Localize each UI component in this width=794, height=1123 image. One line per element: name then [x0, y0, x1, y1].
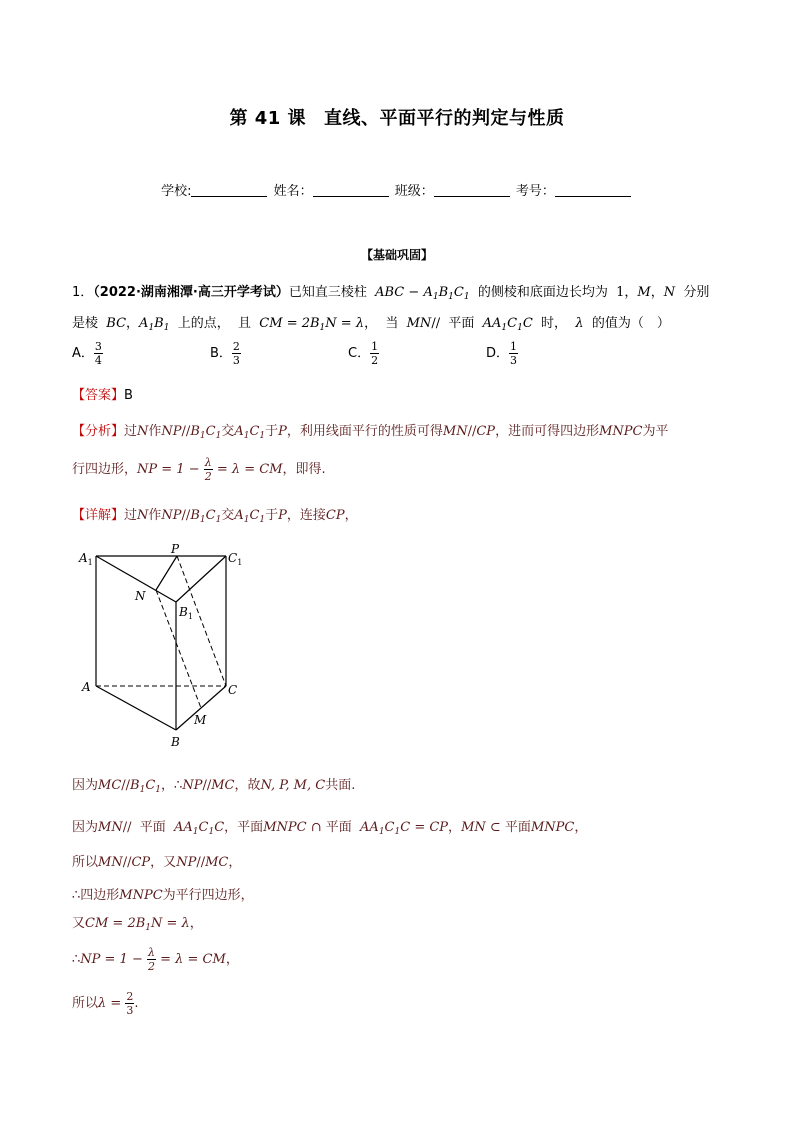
- student-info-row: [0, 180, 794, 199]
- step-2: 因为MN// 平面 $AA_1C_1C$，平面MNPC ∩ 平面 $AA_1C_1C$ = CP，MN ⊂ 平面MNPC，: [72, 820, 588, 837]
- question-text: 时，: [541, 316, 568, 331]
- math-m: M: [637, 285, 651, 300]
- math-abc: ABC: [375, 285, 405, 300]
- label-b: B: [171, 735, 180, 749]
- question-text: 已知直三棱柱: [288, 285, 367, 300]
- label-c1: $C_1$: [228, 551, 243, 567]
- question-line-2: 是棱 BC，$A_1B_1$ 上的点， 且 CM = $2B_1N = \lambda$， 当 MN// 平面 $AA_1C_1C$ 时， λ 的值为（ ）: [72, 316, 670, 333]
- step-6: ∴NP = 1 − $\frac{\lambda}{2}$ = λ = CM，: [72, 946, 239, 973]
- step-1: 因为$MC//B_1C_1$，∴NP//MC，故N, P, M, C共面.: [72, 778, 356, 795]
- answer-tag: 【答案】: [72, 388, 125, 403]
- question-text: 平面: [448, 316, 475, 331]
- math-n: N: [663, 285, 676, 300]
- question-text: 且: [238, 316, 252, 331]
- question-text: 的侧棱和底面边长均为: [477, 285, 608, 300]
- analysis-line-2: 行四边形，NP = 1 − $\frac{\lambda}{2}$ = λ = CM，即得.: [72, 456, 326, 483]
- label-b1: $B_1$: [179, 605, 193, 621]
- prism-figure: [76, 542, 256, 752]
- math-bc: BC: [106, 316, 127, 331]
- question-text: 分别: [683, 285, 710, 300]
- exam-number-blank[interactable]: [555, 184, 631, 197]
- math-minus: −: [404, 285, 424, 300]
- step-3: 所以MN//CP，又NP//MC，: [72, 855, 242, 870]
- detail-tag: 【详解】: [72, 508, 125, 523]
- label-m: M: [194, 713, 207, 727]
- question-source: （2022·湖南湘潭·高三开学考试）: [93, 285, 289, 300]
- answer-line: [72, 384, 133, 403]
- option-c[interactable]: C． $\frac{1}{2}$: [348, 340, 379, 367]
- math-parallel: //: [431, 316, 441, 331]
- segment-np: [156, 556, 177, 590]
- edge-b1c1: [176, 556, 226, 602]
- question-text: 的值为（ ）: [591, 316, 670, 331]
- analysis-line-1: 【分析】过N作$NP//B_1C_1$交$A_1C_1$于P，利用线面平行的性质可得MN//CP，进而可得四边形MNPC为平: [72, 424, 669, 441]
- label-a1: $A_1$: [79, 551, 93, 567]
- question-text: ，: [364, 316, 378, 331]
- label-n: N: [135, 589, 146, 603]
- answer-value: B: [124, 388, 133, 403]
- question-line-1: 1．（2022·湖南湘潭·高三开学考试）已知直三棱柱 ABC − $A_1B_1C_1$ 的侧棱和底面边长均为 1，M，N 分别: [72, 285, 710, 302]
- option-b[interactable]: B． $\frac{2}{3}$: [210, 340, 240, 367]
- option-a[interactable]: A． $\frac{3}{4}$: [72, 340, 102, 367]
- question-text: 上的点，: [177, 316, 230, 331]
- analysis-tag: 【分析】: [72, 424, 125, 439]
- math-aa1c1c: $AA_1C_1C$: [482, 316, 533, 333]
- question-text: 是棱: [72, 316, 99, 331]
- math-mn: MN: [406, 316, 432, 331]
- exam-number-label: 考号：: [515, 184, 555, 199]
- step-5: 又CM = $2B_1N = \lambda$，: [72, 916, 203, 933]
- lesson-topic: 直线、平面平行的判定与性质: [324, 108, 565, 129]
- class-blank[interactable]: [434, 184, 510, 197]
- school-label: 学校:: [161, 184, 192, 199]
- detail-line: 【详解】过N作$NP//B_1C_1$交$A_1C_1$于P，连接CP，: [72, 508, 358, 525]
- hidden-segment-pc: [177, 556, 226, 686]
- step-7: 所以λ = $\frac{2}{3}$ .: [72, 990, 139, 1017]
- section-heading: 【基础巩固】: [360, 248, 433, 262]
- option-d[interactable]: D． $\frac{1}{3}$: [486, 340, 518, 367]
- name-blank[interactable]: [313, 184, 389, 197]
- name-label: 姓名：: [273, 184, 313, 199]
- class-label: 班级：: [394, 184, 434, 199]
- step-4: ∴四边形MNPC为平行四边形，: [72, 888, 254, 903]
- math-one: 1: [616, 285, 625, 300]
- page-title: [0, 104, 794, 130]
- math-lambda: λ: [575, 316, 584, 331]
- label-c: C: [228, 683, 238, 697]
- label-a: A: [82, 680, 91, 694]
- edge-ab: [96, 686, 176, 730]
- school-blank[interactable]: [191, 184, 267, 197]
- lesson-number: 第 41 课: [229, 108, 307, 129]
- question-text: 当: [385, 316, 399, 331]
- math-a1b1c1: $A_1B_1C_1$: [423, 285, 470, 302]
- math-a1b1: $A_1B_1$: [139, 316, 170, 333]
- label-p: P: [171, 542, 180, 556]
- question-number: 1．: [72, 285, 94, 300]
- math-cm-eq: CM = $2B_1N = \lambda$: [259, 316, 365, 333]
